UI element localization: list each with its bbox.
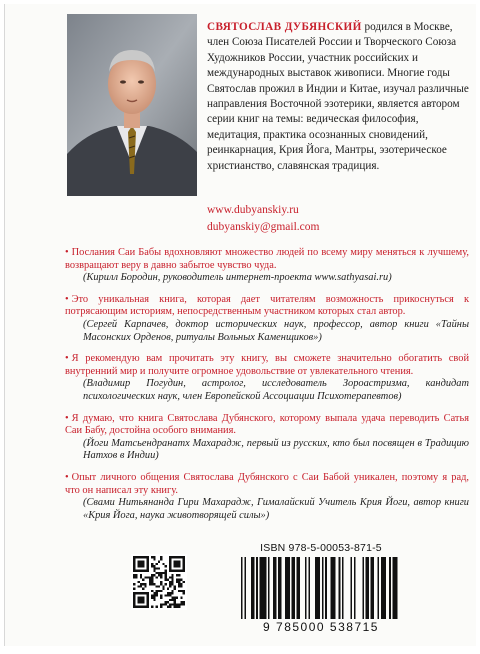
isbn-label: ISBN 978-5-00053-871-5	[260, 542, 382, 554]
book-back-cover	[4, 4, 476, 646]
website-link[interactable]: www.dubyanskiy.ru	[207, 204, 299, 216]
bullet-icon: •	[65, 471, 69, 483]
review-attribution: (Свами Нитьянанда Гири Махарадж, Гималайский Учитель Крия Йоги, автор книги «Крия Йога, наука животворящей силы»)	[83, 497, 469, 521]
barcode-digits: 9 785000 538715	[263, 620, 379, 634]
bullet-icon: •	[65, 247, 69, 258]
review-item	[65, 413, 469, 463]
isbn-block	[241, 542, 401, 634]
qr-code-icon[interactable]	[131, 554, 187, 610]
review-attribution: (Сергей Карпачев, доктор исторических наук, профессор, автор книги «Тайны Масонских Орденов, ритуалы Вольных Каменщиков»)	[83, 318, 469, 343]
review-attribution: (Йоги Матсьендранатх Махарадж, первый из русских, кто был посвящен в Традицию Натхов в Индии)	[83, 437, 469, 462]
review-quote: Это уникальная книга, которая дает читателям возможность прикоснуться к потрясающим историям, непосредственным участником которых стал автор.	[65, 293, 469, 318]
review-item	[65, 247, 469, 285]
review-item	[65, 294, 469, 344]
author-bio	[207, 20, 469, 174]
bullet-icon: •	[65, 353, 69, 365]
review-attribution: (Кирилл Бородин, руководитель интернет-проекта www.sathyasai.ru)	[83, 272, 392, 284]
review-text	[65, 472, 469, 497]
author-name: СВЯТОСЛАВ ДУБЯНСКИЙ	[207, 21, 362, 33]
review-text	[65, 413, 469, 438]
contact-links	[207, 202, 319, 236]
author-photo	[67, 14, 197, 196]
barcode-icon	[241, 557, 401, 619]
review-text	[65, 247, 469, 272]
review-item	[65, 353, 469, 403]
review-quote: Я думаю, что книга Святослава Дубянского, которому выпала удача переводить Сатья Саи Бабу, достойна особого внимания.	[65, 412, 469, 437]
review-attribution: (Владимир Погудин, астролог, исследователь Зороастризма, кандидат психологических наук, член Европейской Ассоциации Психотерапевтов)	[83, 378, 469, 402]
bullet-icon: •	[65, 412, 69, 424]
review-quote: Послания Саи Бабы вдохновляют множество людей по всему миру меняться к лучшему, возвращают веру в давно забытое чувство чуда.	[65, 247, 469, 271]
reviews-list	[65, 247, 469, 531]
review-text	[65, 353, 469, 378]
review-text	[65, 294, 469, 319]
review-item	[65, 472, 469, 522]
author-bio-text: родился в Москве, член Союза Писателей России и Творческого Союза Художников России, участник российских и международных выставок живописи. Многие годы Святослав прожил в Индии и Китае, изучал различные направления Восточной эзотерики, является автором серии книг на темы: ведическая философия, медитация, практика осознанных сновидений, реинкарнация, Крия Йога, Мантры, эзотерическое христианство, славянская традиция.	[207, 21, 469, 172]
author-portrait-image	[67, 14, 197, 196]
bullet-icon: •	[65, 293, 69, 305]
email-link[interactable]: dubyanskiy@gmail.com	[207, 221, 320, 233]
review-quote: Опыт личного общения Святослава Дубянского с Саи Бабой уникален, поэтому я рад, что он написал эту книгу.	[65, 471, 469, 496]
review-quote: Я рекомендую вам прочитать эту книгу, вы сможете значительно обогатить свой внутренний мир и получите огромное удовольствие от увлекательного чтения.	[65, 353, 469, 377]
